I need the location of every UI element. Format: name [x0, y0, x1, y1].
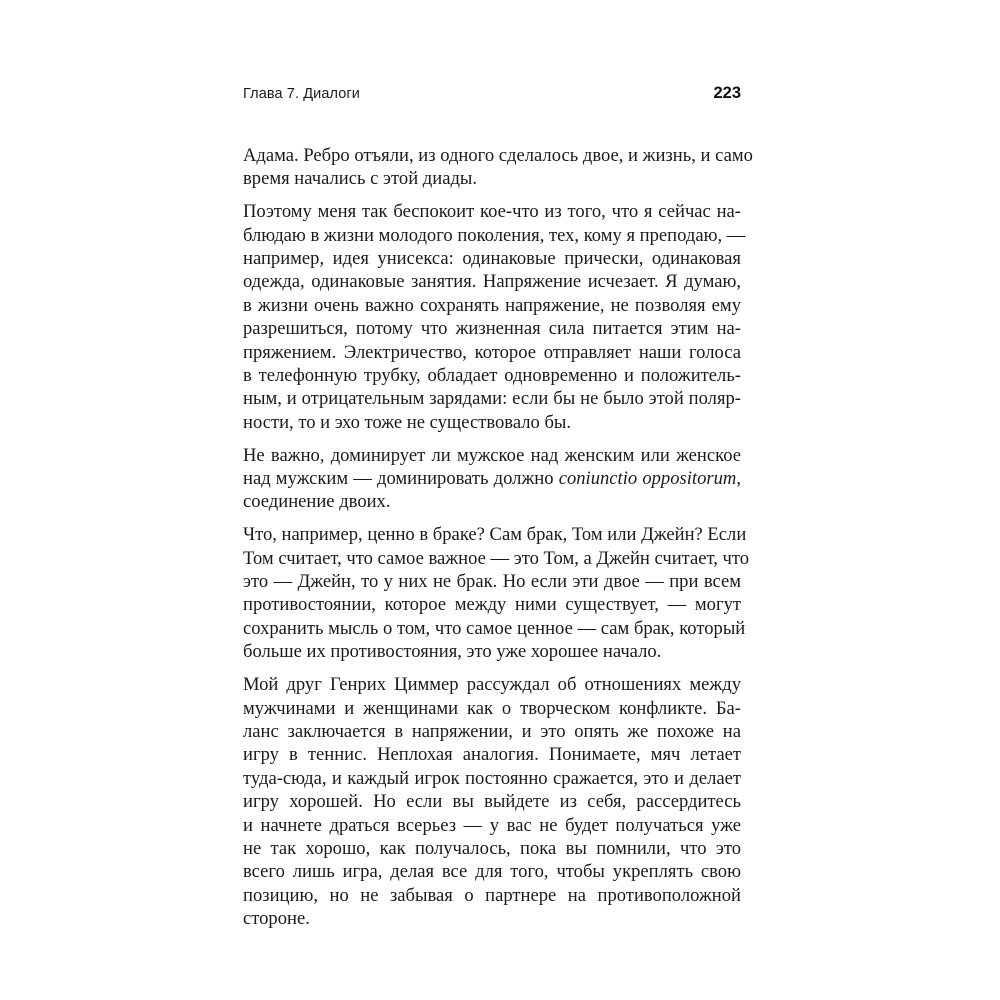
text-line: Не важно, доминирует ли мужское над женским или женское — [243, 444, 741, 466]
text-line: и начнете драться всерьез — у вас не будет получаться уже — [243, 814, 741, 836]
text-line: время начались с этой диады. — [243, 168, 478, 190]
text-line: соединение двоих. — [243, 491, 391, 513]
page-number: 223 — [713, 84, 741, 102]
text-line: Том считает, что самое важное — это Том, а Джейн считает, что — [243, 547, 750, 569]
chapter-title: Глава 7. Диалоги — [243, 86, 360, 102]
text-segment: , — [736, 468, 741, 490]
body-text — [243, 144, 753, 940]
text-line: блюдаю в жизни молодого поколения, тех, кому я преподаю, — — [243, 224, 746, 246]
text-line-with-italic — [243, 467, 741, 490]
running-header — [243, 84, 741, 108]
text-line: ланс заключается в напряжении, и это опять же похоже на — [243, 720, 741, 742]
paragraph-2 — [243, 200, 746, 434]
text-line: например, идея унисекса: одинаковые прически, одинаковая — [243, 248, 741, 270]
text-line: Поэтому меня так беспокоит кое-что из того, что я сейчас на- — [243, 201, 741, 223]
text-line: ным, и отрицательным зарядами: если бы не было этой поляр- — [243, 388, 741, 410]
text-line: стороне. — [243, 908, 310, 930]
paragraph-3 — [243, 444, 741, 514]
text-line: это — Джейн, то у них не брак. Но если эти двое — при всем — [243, 571, 741, 593]
text-line: туда-сюда, и каждый игрок постоянно сражается, это и делает — [243, 767, 741, 789]
text-line: сохранить мысль о том, что самое ценное — сам брак, который — [243, 617, 746, 639]
latin-term: coniunctio oppositorum — [558, 468, 737, 490]
text-line: пряжением. Электричество, которое отправляет наши голоса — [243, 341, 741, 363]
text-line: игру в теннис. Неплохая аналогия. Понимаете, мяч летает — [243, 744, 741, 766]
text-line: противостоянии, которое между ними существует, — могут — [243, 594, 741, 616]
text-line: Адама. Ребро отъяли, из одного сделалось двое, и жизнь, и само — [243, 145, 753, 166]
text-line: всего лишь игра, делая все для того, чтобы укреплять свою — [243, 861, 741, 883]
text-line: игру хорошей. Но если вы выйдете из себя, рассердитесь — [243, 791, 741, 813]
paragraph-4 — [243, 523, 750, 663]
book-page — [243, 0, 753, 1000]
text-line: в жизни очень важно сохранять напряжение, не позволяя ему — [243, 294, 741, 316]
text-line: больше их противостояния, это уже хорошее начало. — [243, 641, 662, 663]
text-line: одежда, одинаковые занятия. Напряжение исчезает. Я думаю, — [243, 271, 741, 293]
paragraph-1 — [243, 144, 753, 191]
paragraph-5 — [243, 673, 741, 930]
text-line: разрешиться, потому что жизненная сила питается этим на- — [243, 318, 741, 340]
text-line: не так хорошо, как получалось, пока вы помнили, что это — [243, 837, 741, 859]
text-line: позицию, но не забывая о партнере на противоположной — [243, 884, 741, 906]
text-line: в телефонную трубку, обладает одновременно и положитель- — [243, 365, 741, 387]
text-line: Что, например, ценно в браке? Сам брак, Том или Джейн? Если — [243, 524, 747, 546]
text-segment: над мужским — доминировать должно — [243, 468, 559, 490]
text-line: ности, то и эхо тоже не существовало бы. — [243, 411, 572, 433]
text-line: мужчинами и женщинами как о творческом конфликте. Ба- — [243, 697, 741, 719]
text-line: Мой друг Генрих Циммер рассуждал об отношениях между — [243, 674, 741, 696]
